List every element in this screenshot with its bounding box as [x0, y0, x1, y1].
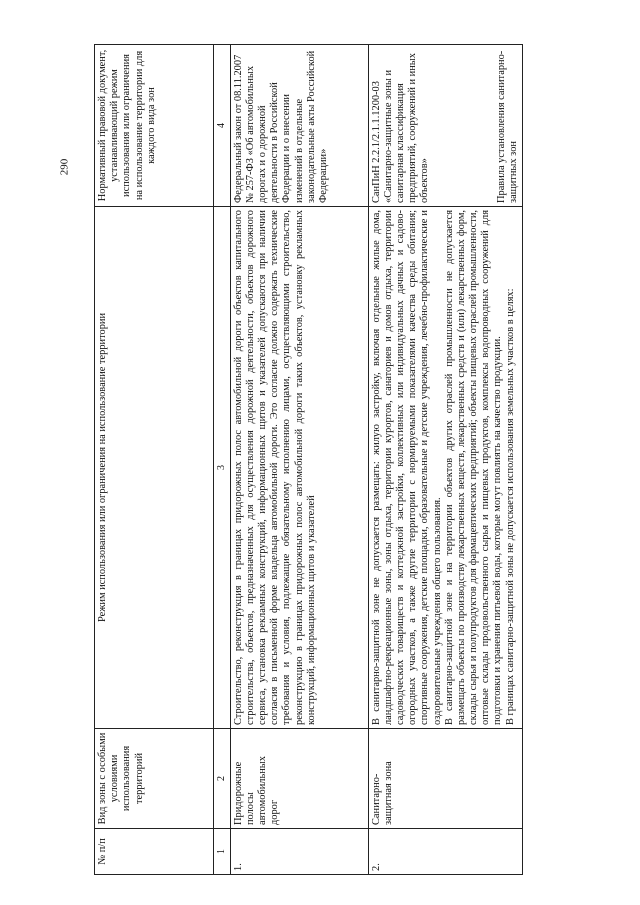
zones-table [94, 44, 523, 875]
document-paragraph-2: Правила установления санитарно-защитных зон [495, 50, 519, 203]
table-row [230, 45, 368, 875]
column-number-row [214, 45, 231, 875]
column-number: 1 [214, 829, 231, 875]
row-number: 1. [230, 829, 368, 875]
page-number: 290 [58, 158, 71, 176]
document-paragraph-1: СанПиН 2.2.1/2.1.1.1200-03 «Санитарно-защитные зоны и санитарная классификация предприятий, сооружений и иных объектов» [370, 53, 431, 203]
regime-paragraph-1: В санитарно-защитной зоне не допускается размещать: жилую застройку, включая отдельные жилые дома, ландшафтно-рекреационные зоны, зоны отдыха, территории курортов, санаториев и домов отдыха, территории садоводческих товариществ и коттеджной застройки, коллективных или индивидуальных дачных и садово-огородных участков, а также другие территории с нормируемыми показателями качества среды обитания; спортивные сооружения, детские площадки, образовательные и детские учреждения, лечебно-профилактические и оздоровительные учреждения общего пользования. [370, 210, 443, 725]
column-number: 4 [214, 45, 231, 207]
header-zone-type: Вид зоны с особыми условиями использования территорий [95, 729, 214, 829]
row-number: 2. [368, 829, 522, 875]
table-row [368, 45, 522, 875]
header-num: № п/п [95, 829, 214, 875]
zone-type: Придорожные полосы автомобильных дорог [230, 729, 368, 829]
column-number: 3 [214, 207, 231, 729]
zone-type: Санитарно-защитная зона [368, 729, 522, 829]
table-header-row [95, 45, 214, 875]
header-document: Нормативный правовой документ, устанавливающий режим использования или ограничения на использование территории для каждого вида зон [95, 45, 214, 207]
regime-paragraph-3: В границах санитарно-защитной зоны не допускается использования земельных участков в целях: [504, 288, 516, 725]
header-regime: Режим использования или ограничения на использование территории [95, 207, 214, 729]
regime-text [368, 207, 522, 729]
regime-text: Строительство, реконструкция в границах придорожных полос автомобильной дороги объектов капитального строительства, объектов, предназначенных для осуществления дорожной деятельности, объектов дорожного сервиса, установка рекламных конструкций, информационных щитов и указателей допускаются при наличии согласия в письменной форме владельца автомобильной дороги. Это согласие должно содержать технические требования и условия, подлежащие обязательному исполнению лицами, осуществляющими строительство, реконструкцию в границах придорожных полос автомобильной дороги таких объектов, установку рекламных конструкций, информационных щитов и указателей [230, 207, 368, 729]
column-number: 2 [214, 729, 231, 829]
document-text [368, 45, 522, 207]
document-text: Федеральный закон от 08.11.2007 № 257-ФЗ «Об автомобильных дорогах и о дорожной деятельности в Российской Федерации и о внесении изменений в отдельные законодательные акты Российской Федерации» [230, 45, 368, 207]
regime-paragraph-2: В санитарно-защитной зоне и на территории объектов других отраслей промышленности не допускается размещать объекты по производству лекарственных веществ, лекарственных средств и (или) лекарственных форм, склады сырья и полупродуктов для фармацевтических предприятий; объекты пищевых отраслей промышленности, оптовые склады продовольственного сырья и пищевых продуктов, комплексы водопроводных сооружений для подготовки и хранения питьевой воды, которые могут повлиять на качество продукции. [443, 210, 504, 725]
rotated-table-container [94, 45, 594, 875]
